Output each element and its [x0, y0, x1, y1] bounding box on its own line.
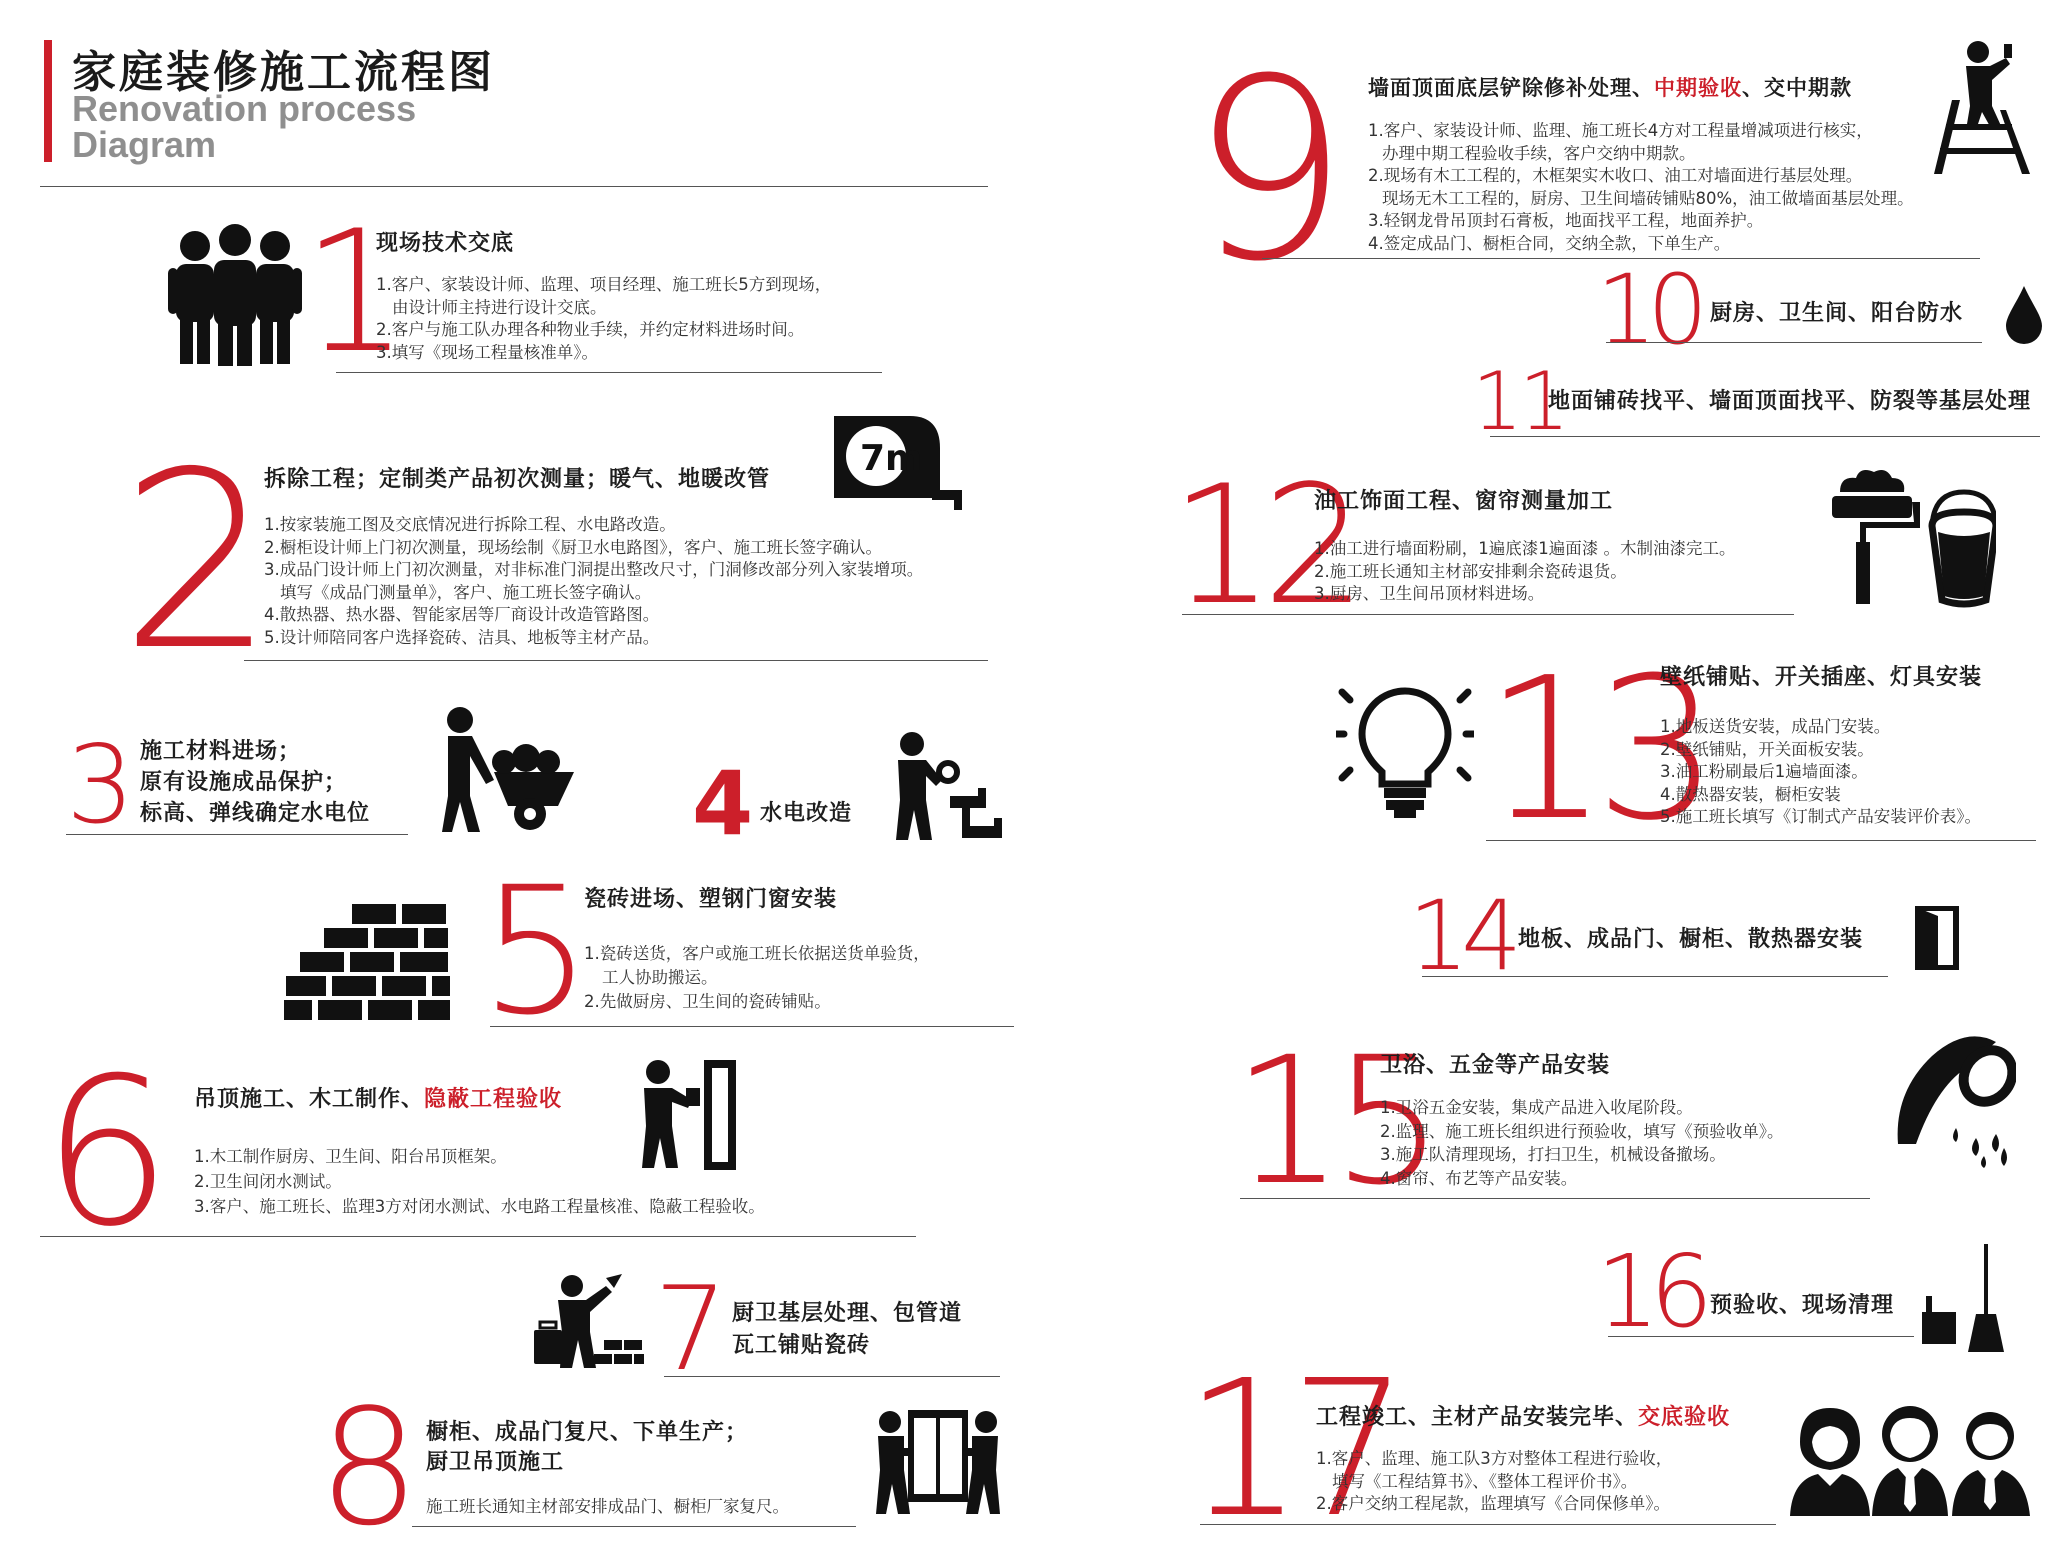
step-details: 1.瓷砖送货，客户或施工班长依据送货单验货， 工人协助搬运。 2.先做厨房、卫生间的瓷砖铺贴。	[584, 944, 930, 1011]
step-title: 壁纸铺贴、开关插座、灯具安装	[1660, 665, 1983, 690]
step-number: 5	[480, 849, 586, 1054]
tape-badge: 7m	[860, 438, 923, 479]
bricklayer-icon	[532, 1274, 644, 1370]
people-group-icon	[168, 224, 302, 366]
step-title: 油工饰面工程、窗帘测量加工	[1314, 489, 1614, 514]
water-drop-icon	[2006, 286, 2042, 344]
step-title: 瓷砖进场、塑钢门窗安装	[584, 887, 838, 912]
step-number: 7	[654, 1262, 722, 1397]
tape-measure-icon	[822, 406, 962, 510]
step-title: 地板、成品门、橱柜、散热器安装	[1518, 927, 1864, 952]
step-number: 4	[692, 752, 748, 855]
step-details: 施工班长通知主材部安排成品门、橱柜厂家复尺。	[426, 1497, 789, 1516]
door-movers-icon	[876, 1408, 1000, 1516]
shower-head-icon	[1892, 1032, 2016, 1168]
step-rule	[1182, 614, 1794, 615]
step-number: 9	[1190, 25, 1344, 316]
step-title: 地面铺砖找平、墙面顶面找平、防裂等基层处理	[1548, 389, 2032, 414]
step-title: 施工材料进场； 原有设施成品保护； 标高、弹线确定水电位	[140, 739, 371, 826]
step-rule	[1486, 840, 2036, 841]
step-title: 现场技术交底	[376, 231, 515, 256]
step-rule	[490, 1026, 1014, 1027]
step-number: 14	[1408, 880, 1515, 992]
step-title: 拆除工程；定制类产品初次测量；暖气、地暖改管	[264, 467, 771, 492]
brick-wall-icon	[284, 904, 452, 1020]
step-rule	[1422, 976, 1888, 977]
step-number: 12	[1170, 450, 1355, 641]
step-rule	[1606, 342, 1982, 343]
client-team-icon	[1790, 1404, 2030, 1516]
step-details: 1.客户、监理、施工队3方对整体工程进行验收， 填写《工程结算书》、《整体工程评价书》。 2.客户交纳工程尾款，监理填写《合同保修单》。	[1316, 1449, 1673, 1513]
step-title: 橱柜、成品门复尺、下单生产； 厨卫吊顶施工	[426, 1420, 749, 1475]
step-rule	[66, 834, 408, 835]
step-number: 2	[120, 420, 270, 704]
light-bulb-icon	[1336, 686, 1474, 818]
header-accent-bar	[44, 40, 52, 162]
step-rule	[336, 372, 882, 373]
plumber-icon	[892, 730, 1004, 842]
step-rule	[1490, 436, 2040, 437]
step-details: 1.按家装施工图及交底情况进行拆除工程、水电路改造。 2.橱柜设计师上门初次测量，现场绘制《厨卫水电路图》，客户、施工班长签字确认。 3.成品门设计师上门初次测量，对非标准门洞提出整改尺寸，门洞修改部分列入家装增项。 填写《成品门测量单》，客户、施工班长签字确认。 4.散热器、热水器、智能家居等厂商设计改造管路图。 5.设计师陪同客户选择瓷砖、洁具、地板等主材产品。	[264, 515, 924, 647]
step-rule	[40, 1236, 916, 1237]
step-details: 1.客户、家装设计师、监理、施工班长4方对工程量增减项进行核实， 办理中期工程验收手续，客户交纳中期款。 2.现场有木工工程的，木框架实木收口、油工对墙面进行基层处理。 现场无木工工程的，厨房、卫生间墙砖铺贴80%，油工做墙面基层处理。 3.轻钢龙骨吊顶封石膏板，地面找平工程，地面养护。 4.签定成品门、橱柜合同，交纳全款，下单生产。	[1368, 121, 1914, 253]
step-number: 10	[1596, 254, 1699, 366]
step-rule	[244, 660, 988, 661]
broom-dustpan-icon	[1922, 1244, 2004, 1352]
step-title: 厨卫基层处理、包管道 瓦工铺贴瓷砖	[732, 1301, 963, 1358]
step-rule	[412, 1526, 856, 1527]
step-title: 墙面顶面底层铲除修补处理、中期验收、交中期款	[1368, 76, 1852, 100]
step-number: 16	[1596, 1233, 1704, 1350]
step-details: 1.油工进行墙面粉刷，1遍底漆1遍面漆 。木制油漆完工。 2.施工班长通知主材部安排剩余瓷砖退货。 3.厨房、卫生间吊顶材料进场。	[1314, 539, 1736, 603]
step-title: 厨房、卫生间、阳台防水	[1710, 301, 1964, 326]
step-number: 1	[302, 194, 403, 390]
step-details: 1.地板送货安装，成品门安装。 2.壁纸铺贴，开关面板安装。 3.油工粉刷最后1遍墙面漆。 4.散热器安装，橱柜安装 5.施工班长填写《订制式产品安装评价表》。	[1660, 717, 1981, 826]
step-number: 8	[318, 1374, 414, 1561]
step-number: 17	[1184, 1340, 1396, 1559]
step-title: 水电改造	[760, 801, 853, 826]
step-number: 15	[1232, 1019, 1432, 1224]
door-icon	[1914, 906, 1960, 970]
step-title: 预验收、现场清理	[1710, 1293, 1895, 1318]
step-title: 工程竣工、主材产品安装完毕、交底验收	[1316, 1405, 1731, 1430]
step-rule	[1200, 1524, 1776, 1525]
header-rule	[40, 186, 988, 187]
step-number: 6	[42, 1035, 166, 1272]
step-number: 3	[66, 723, 129, 848]
step-title: 吊顶施工、木工制作、隐蔽工程验收	[194, 1087, 563, 1112]
wheelbarrow-worker-icon	[434, 706, 578, 834]
step-details: 1.木工制作厨房、卫生间、阳台吊顶框架。 2.卫生间闭水测试。 3.客户、施工班长、监理3方对闭水测试、水电路工程量核准、隐蔽工程验收。	[194, 1147, 765, 1216]
page-subtitle-line1: Renovation process	[72, 88, 417, 129]
paint-roller-bucket-icon	[1826, 466, 1996, 608]
page-subtitle-line2: Diagram	[72, 124, 217, 165]
step-rule	[1240, 1198, 1870, 1199]
page-title: 家庭装修施工流程图	[72, 47, 495, 98]
step-rule	[1608, 1336, 1914, 1337]
step-details: 1.客户、家装设计师、监理、项目经理、施工班长5方到现场， 由设计师主持进行设计交底。 2.客户与施工队办理各种物业手续，并约定材料进场时间。 3.填写《现场工程量核准单》。	[376, 275, 832, 362]
step-number: 13	[1484, 636, 1706, 864]
step-rule	[664, 1376, 1000, 1377]
step-title: 卫浴、五金等产品安装	[1380, 1053, 1611, 1078]
step-details: 1.卫浴五金安装，集成产品进入收尾阶段。 2.监理、施工班长组织进行预验收，填写《预验收单》。 3.施工队清理现场，打扫卫生，机械设备撤场。 4.窗帘、布艺等产品安装。	[1380, 1098, 1784, 1188]
step-number: 11	[1472, 355, 1566, 448]
ladder-painter-icon	[1932, 40, 2032, 174]
